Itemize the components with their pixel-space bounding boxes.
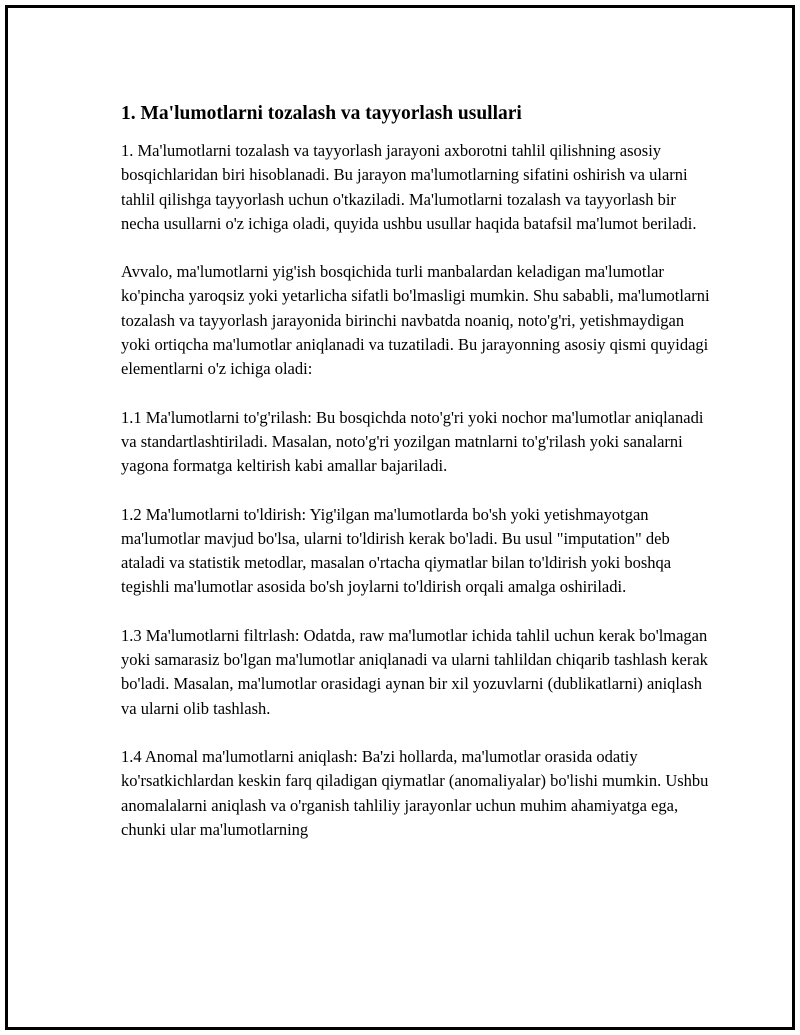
paragraph-filtering: 1.3 Ma'lumotlarni filtrlash: Odatda, raw ma'lumotlar ichida tahlil uchun kerak bo'lmagan yoki samarasiz bo'lgan ma'lumotlar aniqlanadi va ularni tahlildan chiqarib tashlash kerak bo'ladi. Masalan, ma'lumotlar orasidagi aynan bir xil yozuvlarni (dublikatlarni) aniqlash va ularni olib tashlash. [121, 625, 708, 718]
page-frame [5, 5, 795, 1030]
paragraph-overview: Avvalo, ma'lumotlarni yig'ish bosqichida turli manbalardan keladigan ma'lumotlar ko'pincha yaroqsiz yoki yetarlicha sifatli bo'lmasligi mumkin. Shu sababli, ma'lumotlarni tozalash va tayyorlash jarayonida birinchi navbatda noaniq, noto'g'ri, yetishmaydigan yoki ortiqcha ma'lumotlar aniqlanadi va tuzatiladi. Bu jarayonning asosiy qismi quyidagi elementlarni o'z ichiga oladi: [121, 262, 710, 379]
document-body [121, 100, 711, 866]
paragraph-intro: 1. Ma'lumotlarni tozalash va tayyorlash jarayoni axborotni tahlil qilishning asosiy bosqichlaridan biri hisoblanadi. Bu jarayon ma'lumotlarning sifatini oshirish va ularni tahlil qilishga tayyorlash uchun o'tkaziladi. Ma'lumotlarni tozalash va tayyorlash bir necha usullarni o'z ichiga oladi, quyida ushbu usullar haqida batafsil ma'lumot beriladi. [121, 141, 697, 233]
paragraph-anomaly: 1.4 Anomal ma'lumotlarni aniqlash: Ba'zi hollarda, ma'lumotlar orasida odatiy ko'rsatkichlardan keskin farq qiladigan qiymatlar (anomaliyalar) bo'lishi mumkin. Ushbu anomalalarni aniqlash va o'rganish tahliliy jarayonlar uchun muhim ahamiyatga ega, chunki ular ma'lumotlarning [121, 746, 709, 839]
paragraph-imputation: 1.2 Ma'lumotlarni to'ldirish: Yig'ilgan ma'lumotlarda bo'sh yoki yetishmayotgan ma'lumotlar mavjud bo'lsa, ularni to'ldirish kerak bo'ladi. Bu usul "imputation" deb ataladi va statistik metodlar, masalan o'rtacha qiymatlar bilan to'ldirish yoki boshqa tegishli ma'lumotlar asosida bo'sh joylarni to'ldirish orqali amalga oshiriladi. [121, 504, 672, 597]
paragraph-correction: 1.1 Ma'lumotlarni to'g'rilash: Bu bosqichda noto'g'ri yoki nochor ma'lumotlar aniqlanadi va standartlashtiriladi. Masalan, noto'g'ri yozilgan matnlarni to'g'rilash yoki sanalarni yagona formatga keltirish kabi amallar bajariladi. [121, 407, 704, 476]
section-heading: 1. Ma'lumotlarni tozalash va tayyorlash usullari [121, 103, 522, 124]
